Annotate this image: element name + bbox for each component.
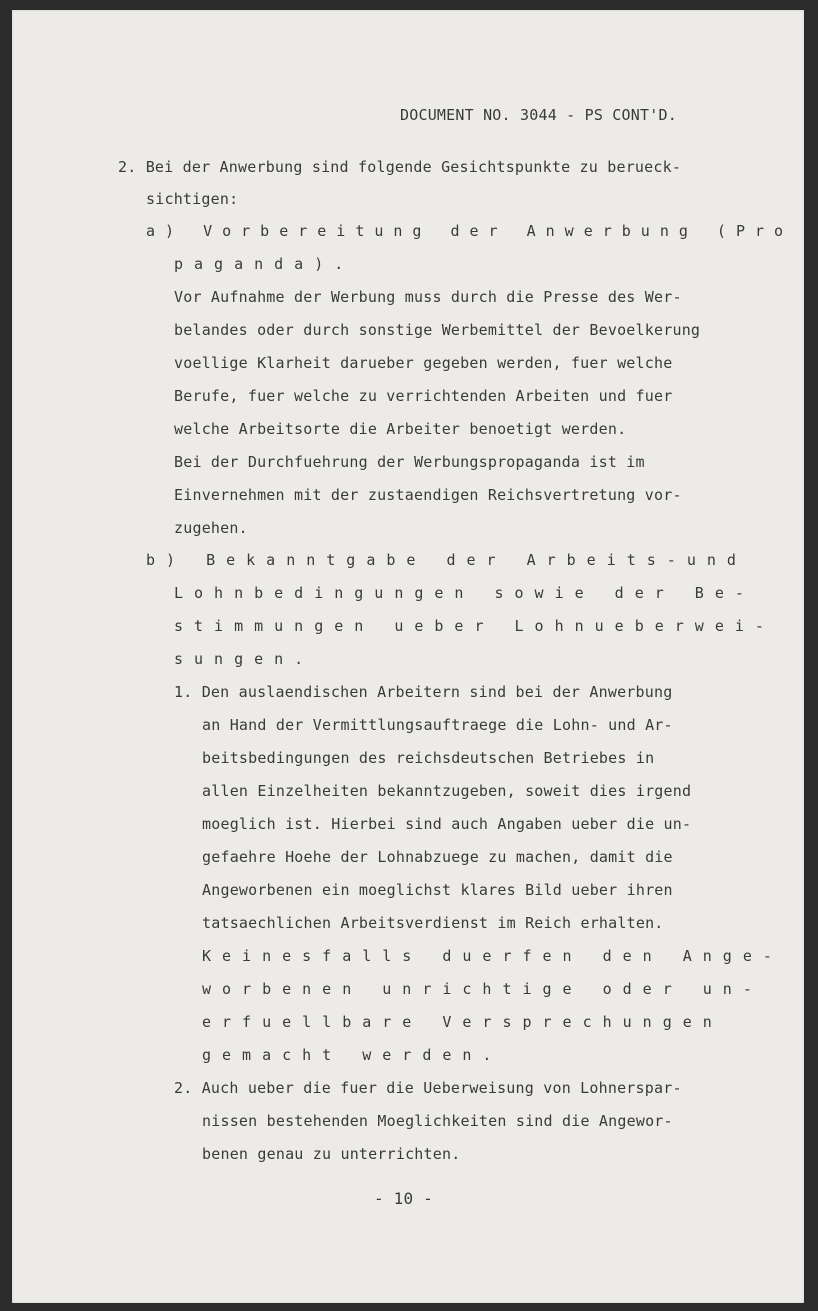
text-line: 2. Bei der Anwerbung sind folgende Gesichtspunkte zu berueck- — [118, 158, 682, 176]
section-heading-b-cont: sungen. — [174, 650, 315, 668]
text-line: sichtigen: — [146, 190, 239, 208]
emphasized-line: gemacht werden. — [202, 1046, 503, 1064]
document-page — [12, 10, 804, 1303]
text-line: moeglich ist. Hierbei sind auch Angaben ueber die un- — [202, 815, 692, 833]
text-line: Vor Aufnahme der Werbung muss durch die Presse des Wer- — [174, 288, 682, 306]
text-line: 1. Den auslaendischen Arbeitern sind bei der Anwerbung — [174, 683, 673, 701]
text-line: Berufe, fuer welche zu verrichtenden Arbeiten und fuer — [174, 387, 673, 405]
text-line: 2. Auch ueber die fuer die Ueberweisung von Lohnerspar- — [174, 1079, 682, 1097]
text-line: zugehen. — [174, 519, 248, 537]
text-line: gefaehre Hoehe der Lohnabzuege zu machen, damit die — [202, 848, 673, 866]
section-heading-b: b) Bekanntgabe der Arbeits-und — [146, 551, 747, 569]
text-line: beitsbedingungen des reichsdeutschen Betriebes in — [202, 749, 655, 767]
page-number: - 10 - — [374, 1189, 433, 1208]
section-heading-a-cont: paganda). — [174, 255, 355, 273]
section-heading-b-cont: stimmungen ueber Lohnueberwei- — [174, 617, 775, 635]
text-line: nissen bestehenden Moeglichkeiten sind die Angewor- — [202, 1112, 673, 1130]
section-heading-a: a) Vorbereitung der Anwerbung (Pro — [146, 222, 794, 240]
text-line: allen Einzelheiten bekanntzugeben, soweit dies irgend — [202, 782, 692, 800]
text-line: Angeworbenen ein moeglichst klares Bild ueber ihren — [202, 881, 673, 899]
text-line: Einvernehmen mit der zustaendigen Reichsvertretung vor- — [174, 486, 682, 504]
emphasized-line: Keinesfalls duerfen den Ange- — [202, 947, 783, 965]
emphasized-line: worbenen unrichtige oder un- — [202, 980, 763, 998]
text-line: benen genau zu unterrichten. — [202, 1145, 461, 1163]
document-header: DOCUMENT NO. 3044 - PS CONT'D. — [400, 106, 677, 124]
emphasized-line: erfuellbare Versprechungen — [202, 1013, 723, 1031]
text-line: Bei der Durchfuehrung der Werbungspropaganda ist im — [174, 453, 645, 471]
text-line: tatsaechlichen Arbeitsverdienst im Reich erhalten. — [202, 914, 664, 932]
text-line: voellige Klarheit darueber gegeben werden, fuer welche — [174, 354, 673, 372]
text-line: an Hand der Vermittlungsauftraege die Lohn- und Ar- — [202, 716, 673, 734]
text-line: welche Arbeitsorte die Arbeiter benoetigt werden. — [174, 420, 627, 438]
text-line: belandes oder durch sonstige Werbemittel der Bevoelkerung — [174, 321, 701, 339]
section-heading-b-cont: Lohnbedingungen sowie der Be- — [174, 584, 755, 602]
